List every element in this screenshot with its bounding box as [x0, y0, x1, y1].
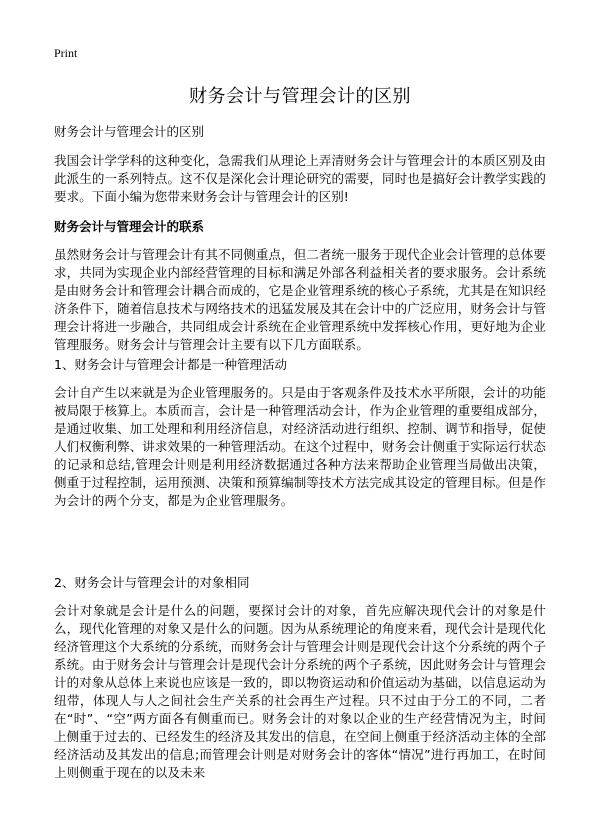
print-link[interactable]: Print	[54, 46, 78, 60]
point-1-heading: 1、财务会计与管理会计都是一种管理活动	[54, 357, 287, 372]
point-2-heading: 2、财务会计与管理会计的对象相同	[54, 575, 250, 590]
page-title: 财务会计与管理会计的区别	[189, 86, 411, 107]
section-paragraph: 虽然财务会计与管理会计有其不同侧重点，但二者统一服务于现代企业会计管理的总体要求，共同为实现企业内部经营管理的目标和满足外部各利益相关者的要求服务。会计系统是由财务会计和管理会计耦合而成的，它是企业管理系统的核心子系统，尤其是在知识经济条件下，随着信息技术与网络技术的迅猛发展及其在会计中的广泛应用，财务会计与管理会计将进一步融合，共同组成会计系统在企业管理系统中发挥核心作用，更好地为企业管理服务。财务会计与管理会计主要有以下几方面联系。	[54, 247, 546, 352]
section-heading: 财务会计与管理会计的联系	[54, 219, 205, 234]
intro-paragraph: 我国会计学学科的这种变化，急需我们从理论上弄清财务会计与管理会计的本质区别及由此派生的一系列特点。这不仅是深化会计理论研究的需要，同时也是搞好会计教学实践的要求。下面小编为您带来财务会计与管理会计的区别!	[54, 153, 546, 204]
point-2-paragraph: 会计对象就是会计是什么的问题，要探讨会计的对象，首先应解决现代会计的对象是什么，现代化管理的对象又是什么的问题。因为从系统理论的角度来看，现代会计是现代化经济管理这个大系统的分系统，而财务会计与管理会计则是现代会计这个分系统的两个子系统。由于财务会计与管理会计是现代会计分系统的两个子系统，因此财务会计与管理会计的对象从总体上来说也应该是一致的，即以物资运动和价值运动为基础，以信息运动为纽带，体现人与人之间社会生产关系的社会再生产过程。只不过由于分工的不同，二者在“时”、“空”两方面各有侧重而已。财务会计的对象以企业的生产经营情况为主，时间上侧重于过去的、已经发生的经济及其发出的信息，在空间上侧重于经济活动主体的全部经济活动及其发出的信息;而管理会计则是对财务会计的客体“情况”进行再加工，在时间上则侧重于现在的以及未来	[54, 603, 546, 780]
page-subtitle: 财务会计与管理会计的区别	[54, 124, 205, 139]
point-1-paragraph: 会计自产生以来就是为企业管理服务的。只是由于客观条件及技术水平所限，会计的功能被局限于核算上。本质而言，会计是一种管理活动会计，作为企业管理的重要组成部分，是通过收集、加工处理和利用经济信息，对经济活动进行组织、控制、调节和指导，促使人们权衡利弊、讲求效果的一种管理活动。在这个过程中，财务会计侧重于实际运行状态的记录和总结,管理会计则是利用经济数据通过各种方法来帮助企业管理当局做出决策，侧重于过程控制，运用预测、决策和预算编制等技术方法完成其设定的管理目标。但是作为会计的两个分支，都是为企业管理服务。	[54, 385, 546, 508]
